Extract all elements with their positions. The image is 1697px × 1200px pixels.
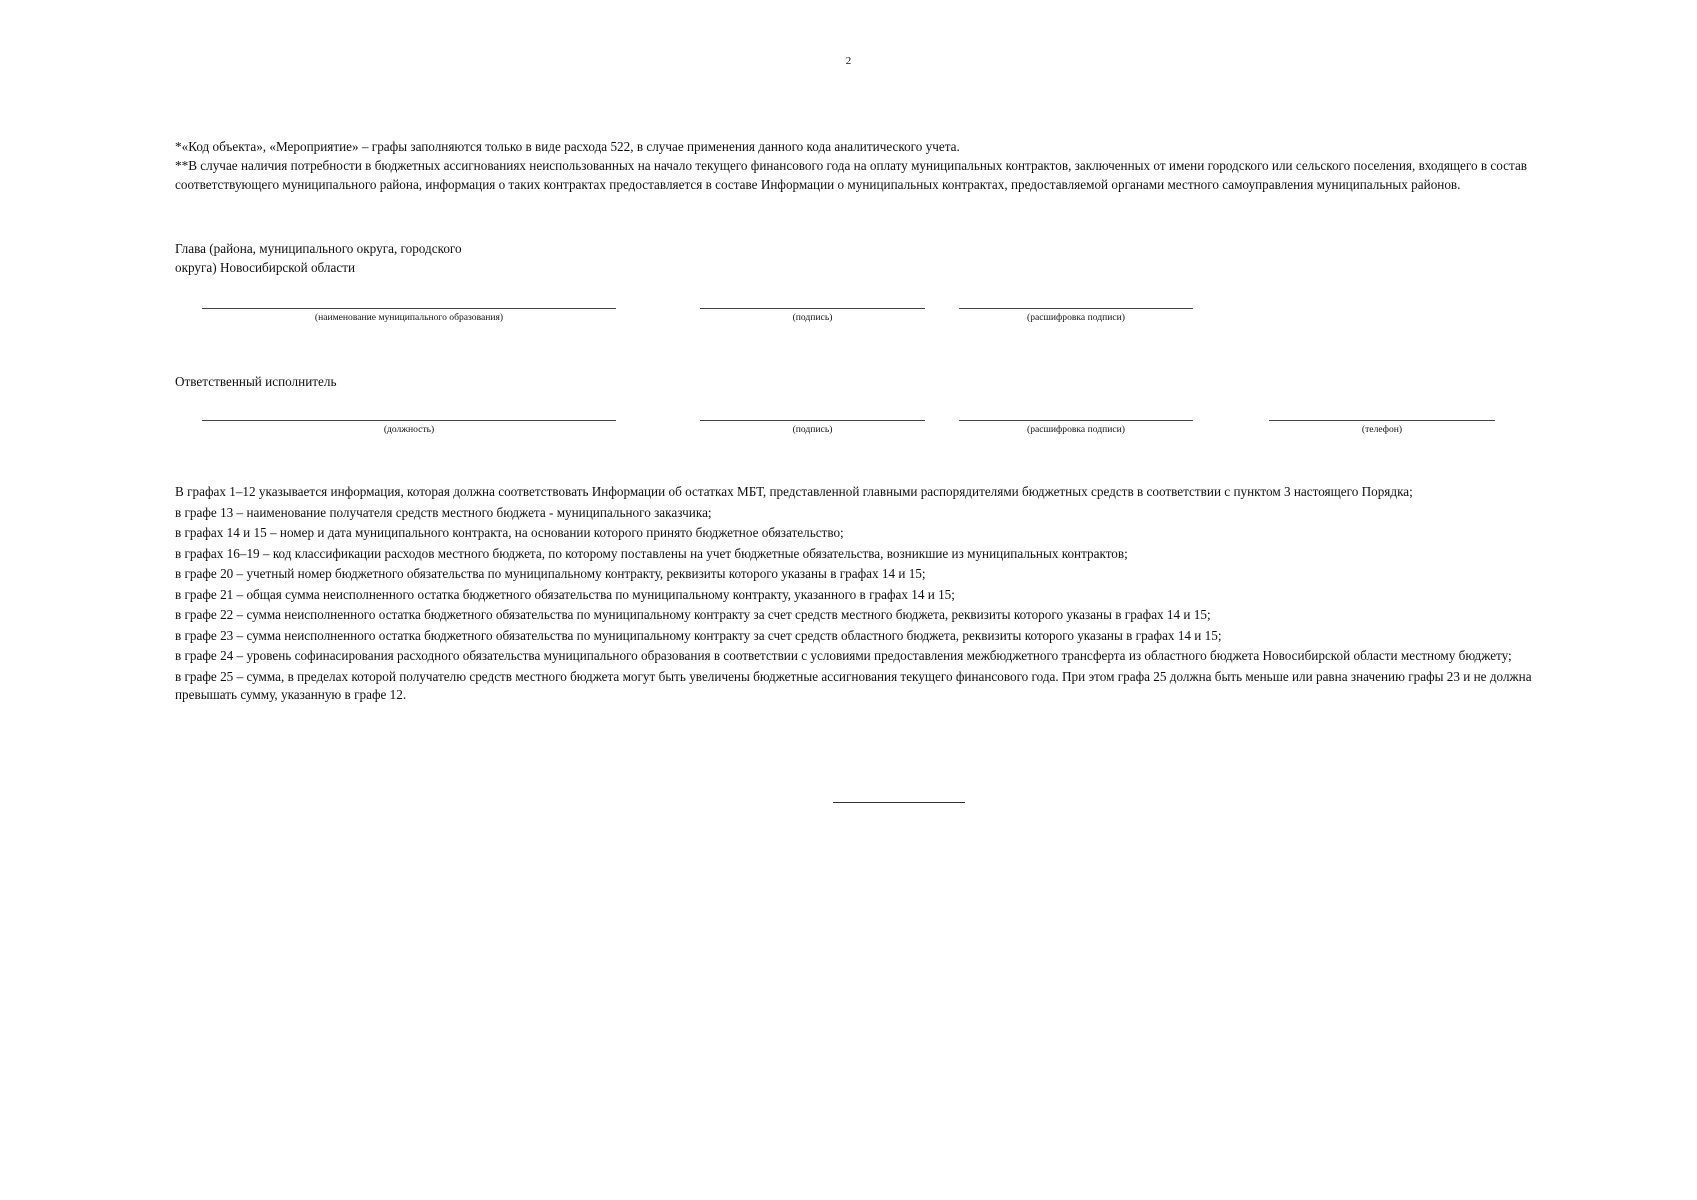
head-signature-row <box>0 308 1697 338</box>
head-title-line2: округа) Новосибирской области <box>175 260 356 275</box>
executor-signature-decoding-field[interactable]: (расшифровка подписи) <box>959 420 1193 435</box>
head-signature-decoding-field[interactable]: (расшифровка подписи) <box>959 308 1193 323</box>
instruction-item: в графе 22 – сумма неисполненного остатка бюджетного обязательства по муниципальному контракту за счет средств местного бюджета, реквизиты которого указаны в графах 14 и 15; <box>175 607 1211 622</box>
executor-signature-field[interactable]: (подпись) <box>700 420 925 435</box>
instruction-item: в графе 13 – наименование получателя средств местного бюджета - муниципального заказчика; <box>175 504 712 520</box>
head-signature-field[interactable]: (подпись) <box>700 308 925 323</box>
instruction-item: в графах 14 и 15 – номер и дата муниципального контракта, на основании которого принято бюджетное обязательство; <box>175 525 844 540</box>
executor-phone-field[interactable]: (телефон) <box>1269 420 1495 435</box>
page-number: 2 <box>845 55 852 67</box>
instruction-item: в графе 21 – общая сумма неисполненного остатка бюджетного обязательства по муниципальному контракту, указанного в графах 14 и 15; <box>175 586 955 602</box>
footnote-contracts: **В случае наличия потребности в бюджетных ассигнованиях неиспользованных на начало текущего финансового года на оплату муниципальных контрактов, заключенных от имени городского или сельского поселения, входящего в состав соответствующего муниципального района, информация о таких контрактах предоставляется в составе Информации о муниципальных контрактах, предоставляемой органами местного самоуправления муниципальных районов. <box>175 158 1528 192</box>
instruction-item: в графе 20 – учетный номер бюджетного обязательства по муниципальному контракту, реквизиты которого указаны в графах 14 и 15; <box>175 566 926 581</box>
instruction-item: в графе 24 – уровень софинасирования расходного обязательства муниципального образования в соответствии с условиями предоставления межбюджетного трансферта из областного бюджета Новосибирской области местному бюджету; <box>175 648 1512 663</box>
executor-position-field[interactable]: (должность) <box>202 420 616 435</box>
head-title-line1: Глава (района, муниципального округа, городского <box>175 241 462 256</box>
footnote-object-code: *«Код объекта», «Мероприятие» – графы заполняются только в виде расхода 522, в случае применения данного кода аналитического учета. <box>175 139 960 154</box>
instruction-item: в графах 16–19 – код классификации расходов местного бюджета, по которому поставлены на учет бюджетные обязательства, возникшие из муниципальных контрактов; <box>175 545 1128 561</box>
end-divider <box>833 802 965 803</box>
footnotes <box>175 137 1580 194</box>
instruction-item: в графе 23 – сумма неисполненного остатка бюджетного обязательства по муниципальному контракту за счет средств областного бюджета, реквизиты которого указаны в графах 14 и 15; <box>175 627 1222 643</box>
instruction-item: в графе 25 – сумма, в пределах которой получателю средств местного бюджета могут быть увеличены бюджетные ассигнования текущего финансового года. При этом графа 25 должна быть меньше или равна значению графы 23 и не должна превышать сумму, указанную в графе 12. <box>175 668 1532 702</box>
municipality-name-field[interactable]: (наименование муниципального образования) <box>202 308 616 323</box>
executor-signature-row <box>0 420 1697 450</box>
instruction-item: В графах 1–12 указывается информация, которая должна соответствовать Информации об остатках МБТ, представленной главными распорядителями бюджетных средств в соответствии с пунктом 3 настоящего Порядка; <box>175 484 1413 499</box>
executor-title: Ответственный исполнитель <box>175 374 337 389</box>
head-signature-title <box>175 239 575 277</box>
instructions <box>175 483 1580 707</box>
